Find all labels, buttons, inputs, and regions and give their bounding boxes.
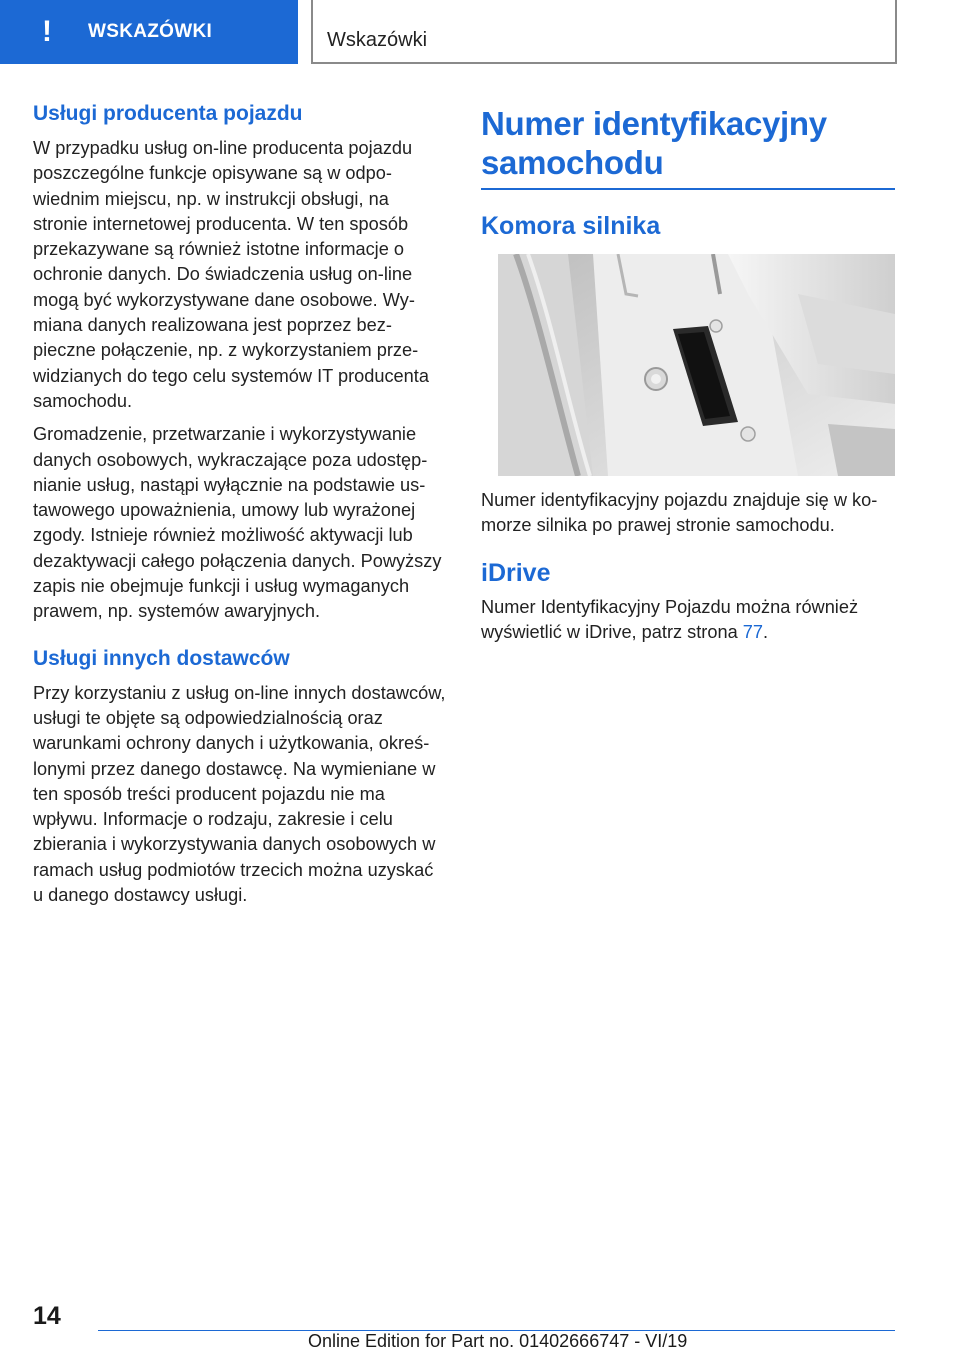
engine-compartment-illustration xyxy=(498,254,895,476)
page-heading: Numer identyfikacyjny samochodu xyxy=(481,105,827,181)
chapter-title: WSKAZÓWKI xyxy=(88,21,213,42)
paragraph-third-party-services: Przy korzystaniu z usług on-line innych dostawców, usługi te objęte są odpowiedzialnością oraz warunkami ochrony danych i użytkowania, określonymi przez danego dostawcę. Na wymieniane w ten sposób treści producent pojazdu nie ma wpływu. Informacje o rodzaju, zakresie i celu zbierania i wykorzystywania danych osobowych w ramach usług podmiotów trzecich można uzyskać u danego dostawcy usługi. xyxy=(33,682,446,906)
page-number: 14 xyxy=(33,1302,61,1330)
left-column xyxy=(33,98,447,916)
heading-rule xyxy=(481,188,895,190)
idrive-text: Numer Identyfikacyjny Pojazdu można również wyświetlić w iDrive, patrz strona xyxy=(481,596,859,642)
paragraph-data-processing: Gromadzenie, przetwarzanie i wykorzystywanie danych osobowych, wykraczające poza udostępnianie usług, nastąpi wyłącznie na podstawie ustawowego upoważnienia, umowy lub wyrażonej zgody. Istnieje również możliwość aktywacji lub dezaktywacji całego połączenia danych. Powyższy zapis nie obejmuje funkcji i usług wymaganych prawem, np. systemów awaryjnych. xyxy=(33,424,442,622)
exclamation-icon: ! xyxy=(42,15,52,48)
engine-compartment-image xyxy=(498,254,895,476)
heading-third-party-services: Usługi innych dostawców xyxy=(33,646,290,670)
page-reference-link[interactable]: 77 xyxy=(742,621,763,642)
heading-engine-compartment: Komora silnika xyxy=(481,212,661,240)
heading-manufacturer-services: Usługi producenta pojazdu xyxy=(33,102,303,125)
right-column xyxy=(481,104,895,653)
section-title: Wskazówki xyxy=(327,29,428,51)
chapter-tab xyxy=(0,0,298,64)
idrive-text-end: . xyxy=(763,621,769,642)
paragraph-manufacturer-services: W przypadku usług on-line producenta pojazdu poszczególne funkcje opisywane są w odpowiednim miejscu, np. w instrukcji obsługi, na stronie internetowej producenta. W ten sposób przekazywane są również istotne informacje o ochronie danych. Do świadczenia usług on-line mogą być wykorzystywane dane osobowe. Wymiana danych realizowana jest poprzez bezpieczne połączenie, np. z wykorzystaniem przewidzianych do tego celu systemów IT producenta samochodu. xyxy=(33,138,429,411)
engine-compartment-caption: Numer identyfikacyjny pojazdu znajduje się w komorze silnika po prawej stronie samochodu. xyxy=(481,490,878,536)
paragraph-idrive xyxy=(481,595,895,646)
section-header xyxy=(311,0,897,64)
heading-idrive: iDrive xyxy=(481,558,551,587)
edition-footer: Online Edition for Part no. 01402666747 - VI/19 xyxy=(308,1331,688,1351)
